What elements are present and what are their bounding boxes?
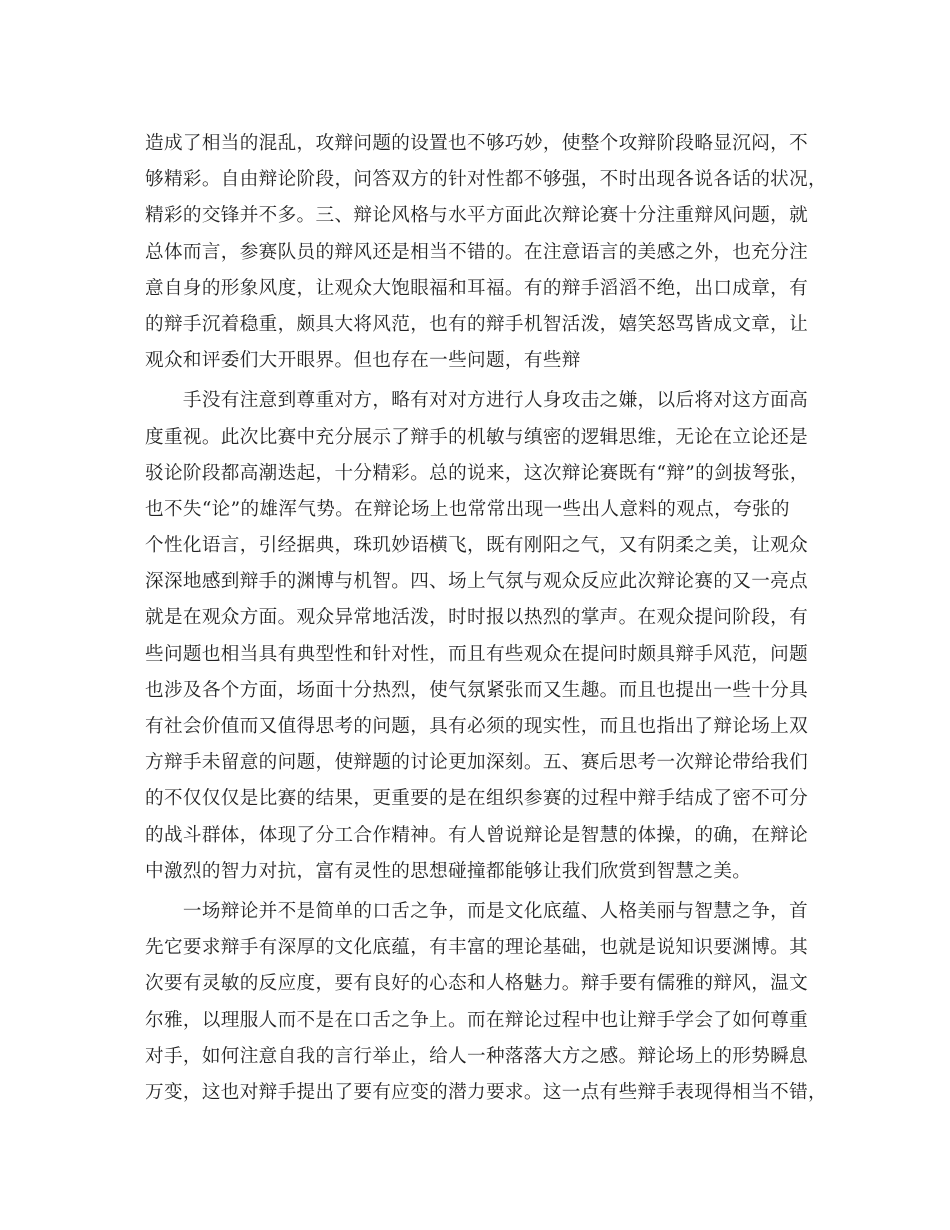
text-line: 就是在观众方面。观众异常地活泼，时时报以热烈的掌声。在观众提问阶段，有 xyxy=(145,607,809,629)
text-line: 精彩的交锋并不多。三、辩论风格与水平方面此次辩论赛十分注重辩风问题，就 xyxy=(145,205,809,227)
text-line: 一场辩论并不是简单的口舌之争，而是文化底蕴、人格美丽与智慧之争，首 xyxy=(145,900,809,922)
text-line: 中激烈的智力对抗，富有灵性的思想碰撞都能够让我们欣赏到智慧之美。 xyxy=(145,860,752,882)
text-line: 造成了相当的混乱，攻辩问题的设置也不够巧妙，使整个攻辩阶段略显沉闷，不 xyxy=(145,133,809,154)
text-line: 意自身的形象风度，让观众大饱眼福和耳福。有的辩手滔滔不绝，出口成章，有 xyxy=(145,277,809,299)
text-line: 方辩手未留意的问题，使辩题的讨论更加深刻。五、赛后思考一次辩论带给我们 xyxy=(145,752,809,774)
text-line: 的辩手沉着稳重，颇具大将风范，也有的辩手机智活泼，嬉笑怒骂皆成文章，让 xyxy=(145,313,809,335)
text-line: 些问题也相当具有典型性和针对性，而且有些观众在提问时颇具辩手风范，问题 xyxy=(145,643,809,665)
text-line: 也涉及各个方面，场面十分热烈，使气氛紧张而又生趣。而且也提出一些十分具 xyxy=(145,679,809,701)
text-line: 对手，如何注意自我的言行举止，给人一种落落大方之感。辩论场上的形势瞬息 xyxy=(145,1045,809,1067)
text-line: 个性化语言，引经据典，珠玑妙语横飞，既有刚阳之气，又有阴柔之美，让观众 xyxy=(145,535,809,557)
paragraph-1 xyxy=(145,126,827,379)
text-line: 次要有灵敏的反应度，要有良好的心态和人格魅力。辩手要有儒雅的辩风，温文 xyxy=(145,973,809,995)
paragraph-3 xyxy=(145,894,827,1111)
text-line: 驳论阶段都高潮迭起，十分精彩。总的说来，这次辩论赛既有“辩”的剑拔弩张， xyxy=(145,462,809,484)
text-line: 先它要求辩手有深厚的文化底蕴，有丰富的理论基础，也就是说知识要渊博。其 xyxy=(145,937,809,959)
text-line: 够精彩。自由辩论阶段，问答双方的针对性都不够强，不时出现各说各话的状况， xyxy=(145,169,827,191)
text-line: 尔雅，以理服人而不是在口舌之争上。而在辩论过程中也让辩手学会了如何尊重 xyxy=(145,1009,809,1031)
text-line: 手没有注意到尊重对方，略有对对方进行人身攻击之嫌，以后将对这方面高 xyxy=(145,390,809,412)
text-line: 总体而言，参赛队员的辩风还是相当不错的。在注意语言的美感之外，也充分注 xyxy=(145,241,809,263)
text-line: 的战斗群体，体现了分工合作精神。有人曾说辩论是智慧的体操，的确，在辩论 xyxy=(145,824,809,846)
text-line: 的不仅仅仅是比赛的结果，更重要的是在组织参赛的过程中辩手结成了密不可分 xyxy=(145,788,809,810)
paragraph-2 xyxy=(145,383,807,890)
text-line: 观众和评委们大开眼界。但也存在一些问题，有些辩 xyxy=(145,350,581,372)
document-body xyxy=(145,126,827,1111)
text-line: 有社会价值而又值得思考的问题，具有必须的现实性，而且也指出了辩论场上双 xyxy=(145,716,809,737)
text-line: 万变，这也对辩手提出了要有应变的潜力要求。这一点有些辩手表现得相当不错， xyxy=(145,1081,827,1103)
text-line: 度重视。此次比赛中充分展示了辩手的机敏与缜密的逻辑思维，无论在立论还是 xyxy=(145,426,809,448)
text-line: 也不失“论”的雄浑气势。在辩论场上也常常出现一些出人意料的观点，夸张的 xyxy=(145,498,790,520)
text-line: 深深地感到辩手的渊博与机智。四、场上气氛与观众反应此次辩论赛的又一亮点 xyxy=(145,571,809,593)
